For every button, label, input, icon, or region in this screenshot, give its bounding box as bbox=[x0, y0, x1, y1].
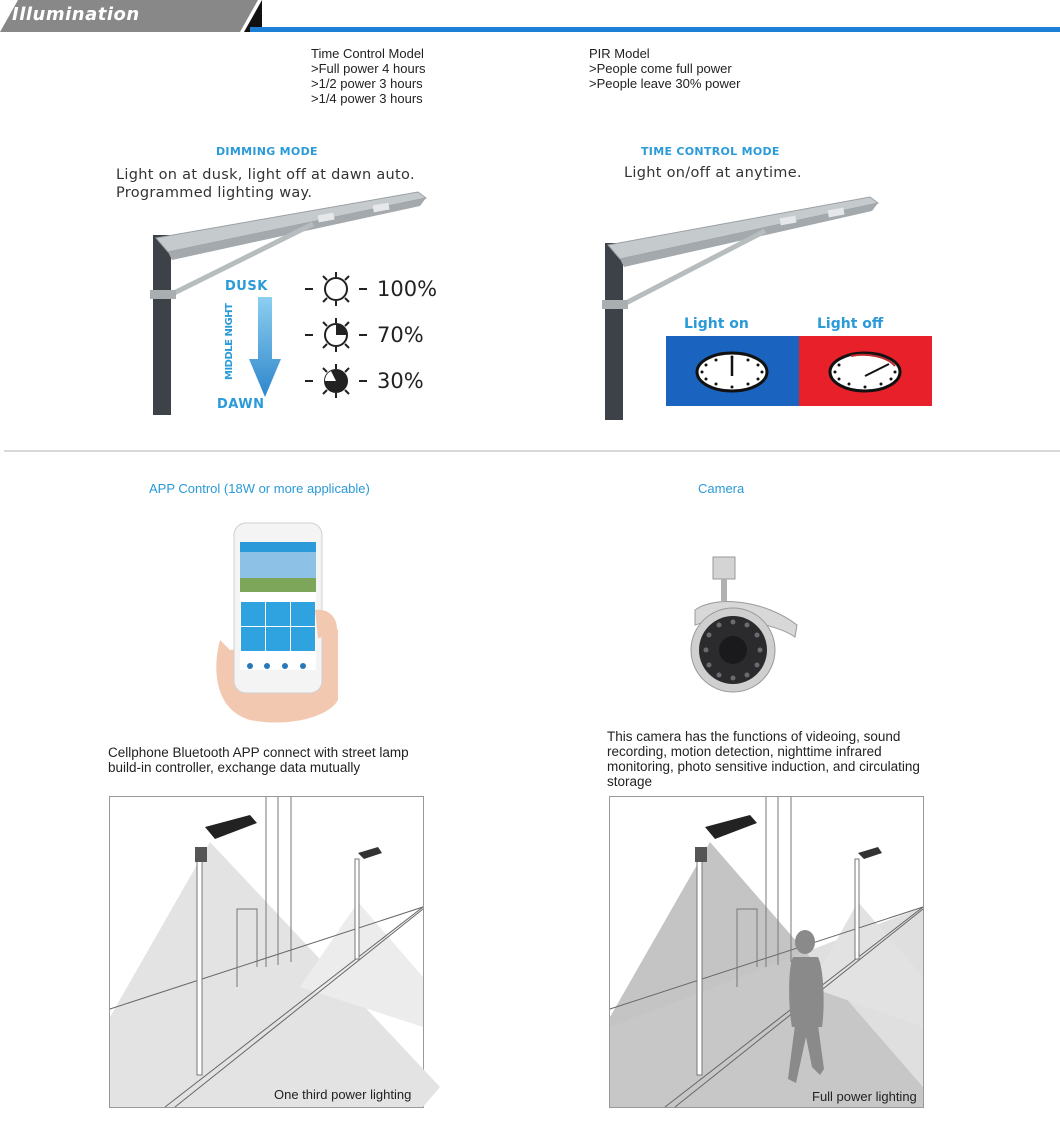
pir-model-title: PIR Model bbox=[589, 46, 650, 61]
level-30-value: 30% bbox=[377, 369, 424, 393]
time-control-line: >1/4 power 3 hours bbox=[311, 91, 423, 106]
section-title: Illumination bbox=[12, 4, 140, 25]
sun-dim-icon bbox=[303, 364, 369, 398]
middle-night-label: MIDDLE NIGHT bbox=[224, 303, 235, 380]
description-line: recording, motion detection, nighttime infrared bbox=[607, 744, 882, 759]
time-control-line: >Full power 4 hours bbox=[311, 61, 426, 76]
section-divider bbox=[4, 450, 1060, 452]
description-line: This camera has the functions of videoing, sound bbox=[607, 729, 901, 744]
pir-line: >People come full power bbox=[589, 61, 732, 76]
time-control-mode-heading: TIME CONTROL MODE bbox=[641, 145, 780, 158]
app-control-description bbox=[108, 745, 409, 775]
camera-heading: Camera bbox=[698, 481, 745, 496]
dimming-mode-heading: DIMMING MODE bbox=[216, 145, 318, 158]
time-control-mode-caption: Light on/off at anytime. bbox=[624, 165, 802, 181]
description-line: monitoring, photo sensitive induction, and circulating bbox=[607, 759, 920, 774]
dawn-label: DAWN bbox=[217, 397, 265, 412]
sun-partial-icon bbox=[303, 318, 369, 352]
full-power-scene bbox=[609, 796, 924, 1108]
time-control-model-title: Time Control Model bbox=[311, 46, 424, 61]
one-third-power-caption: One third power lighting bbox=[274, 1087, 412, 1102]
street-scene-illustration bbox=[110, 797, 423, 1107]
level-100-value: 100% bbox=[377, 277, 438, 301]
light-off-label: Light off bbox=[817, 316, 884, 332]
time-control-model bbox=[311, 46, 426, 106]
full-power-caption: Full power lighting bbox=[812, 1089, 917, 1104]
light-off-panel bbox=[799, 336, 932, 406]
pir-line: >People leave 30% power bbox=[589, 76, 741, 91]
light-on-panel bbox=[666, 336, 799, 406]
pir-model bbox=[589, 46, 740, 91]
banner-underline bbox=[250, 27, 1060, 32]
description-line: build-in controller, exchange data mutually bbox=[108, 760, 361, 775]
level-70-value: 70% bbox=[377, 323, 424, 347]
arrow-down-icon bbox=[248, 297, 282, 399]
description-line: Cellphone Bluetooth APP connect with street lamp bbox=[108, 745, 409, 760]
caption-line: Programmed lighting way. bbox=[116, 185, 313, 201]
one-third-power-scene bbox=[109, 796, 424, 1108]
time-control-line: >1/2 power 3 hours bbox=[311, 76, 423, 91]
app-control-heading: APP Control (18W or more applicable) bbox=[149, 481, 370, 496]
clock-icon bbox=[799, 336, 932, 406]
dusk-label: DUSK bbox=[225, 279, 268, 294]
light-on-label: Light on bbox=[684, 316, 749, 332]
sun-full-icon bbox=[303, 272, 369, 306]
caption-line: Light on at dusk, light off at dawn auto. bbox=[116, 167, 415, 183]
camera-description bbox=[607, 729, 920, 789]
description-line: storage bbox=[607, 774, 653, 789]
clock-icon bbox=[666, 336, 799, 406]
street-scene-illustration bbox=[610, 797, 923, 1107]
security-camera-image bbox=[685, 555, 800, 695]
smartphone-app-image bbox=[210, 520, 340, 725]
